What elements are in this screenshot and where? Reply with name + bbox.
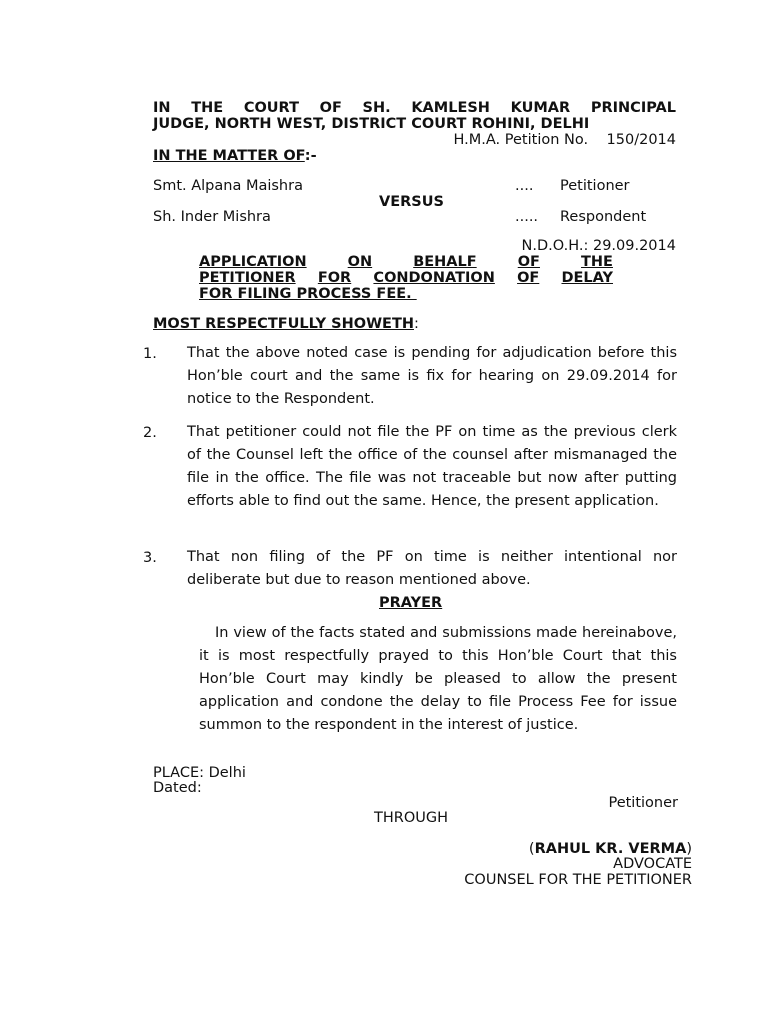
dated-line: Dated: bbox=[153, 780, 202, 796]
prayer-heading: PRAYER bbox=[379, 595, 443, 611]
matter-heading bbox=[153, 148, 317, 164]
court-heading-line2: JUDGE, NORTH WEST, DISTRICT COURT ROHINI, DELHI bbox=[153, 116, 590, 132]
advocate-title: ADVOCATE bbox=[613, 856, 692, 872]
showeth-heading-text: MOST RESPECTFULLY SHOWETH bbox=[153, 316, 414, 332]
through-label: THROUGH bbox=[374, 810, 449, 826]
title-word: APPLICATION bbox=[199, 254, 307, 270]
matter-heading-suffix: :- bbox=[304, 148, 317, 164]
petitioner-signature-label: Petitioner bbox=[608, 795, 678, 811]
heading-word: THE bbox=[191, 100, 224, 116]
paragraph-1: That the above noted case is pending for adjudication before this Hon’ble court and the same is fix for hearing on 29.09.2014 for notice to the Respondent. bbox=[187, 345, 677, 407]
respondent-name: Sh. Inder Mishra bbox=[153, 209, 271, 225]
application-title-line3: FOR FILING PROCESS FEE. bbox=[199, 286, 417, 302]
petitioner-dots: .... bbox=[515, 178, 534, 194]
heading-word: KUMAR bbox=[510, 100, 571, 116]
title-word: OF bbox=[517, 254, 540, 270]
application-title-line2 bbox=[199, 270, 613, 286]
heading-word: OF bbox=[319, 100, 342, 116]
advocate-paren-open: ( bbox=[528, 841, 535, 857]
petitioner-role: Petitioner bbox=[560, 178, 630, 194]
advocate-paren-close: ) bbox=[686, 841, 692, 857]
title-word: PETITIONER bbox=[199, 270, 296, 286]
title-word: FOR bbox=[317, 270, 352, 286]
paragraph-number: 3. bbox=[143, 550, 157, 566]
paragraph-2: That petitioner could not file the PF on time as the previous clerk of the Counsel left the office of the counsel after mismanaged the file in the office. The file was not traceable but now after putting efforts able to find out the same. Hence, the present application. bbox=[187, 424, 677, 509]
place-line: PLACE: Delhi bbox=[153, 765, 246, 781]
application-title-line1 bbox=[199, 254, 613, 270]
ndoh-date: N.D.O.H.: 29.09.2014 bbox=[521, 238, 676, 254]
heading-word: SH. bbox=[362, 100, 391, 116]
title-word: CONDONATION bbox=[373, 270, 495, 286]
matter-heading-text: IN THE MATTER OF bbox=[153, 148, 305, 164]
advocate-name-line bbox=[529, 841, 692, 857]
petition-label: H.M.A. Petition No. bbox=[453, 132, 589, 148]
respondent-dots: ..... bbox=[515, 209, 539, 225]
title-word: BEHALF bbox=[413, 254, 477, 270]
versus-label: VERSUS bbox=[379, 194, 444, 210]
court-heading-line1 bbox=[153, 100, 676, 116]
title-word: OF bbox=[517, 270, 540, 286]
paragraph-number: 2. bbox=[143, 425, 157, 441]
showeth-heading bbox=[153, 316, 419, 332]
heading-word: IN bbox=[153, 100, 171, 116]
paragraph-3: That non filing of the PF on time is neither intentional nor deliberate but due to reason mentioned above. bbox=[187, 549, 677, 588]
prayer-text: In view of the facts stated and submissions made hereinabove, it is most respectfully prayed to this Hon’ble Court that this Hon’ble Court may kindly be pleased to allow the present application and condone the delay to file Process Fee for issue summon to the respondent in the interest of justice. bbox=[199, 625, 677, 733]
petition-number-value: 150/2014 bbox=[606, 132, 676, 148]
heading-word: PRINCIPAL bbox=[590, 100, 676, 116]
advocate-name: RAHUL KR. VERMA bbox=[534, 841, 687, 857]
title-word: DELAY bbox=[561, 270, 613, 286]
heading-word: COURT bbox=[243, 100, 299, 116]
title-word: THE bbox=[581, 254, 613, 270]
title-word: ON bbox=[347, 254, 373, 270]
counsel-label: COUNSEL FOR THE PETITIONER bbox=[464, 872, 692, 888]
petition-number bbox=[454, 132, 676, 148]
respondent-role: Respondent bbox=[560, 209, 647, 225]
paragraph-number: 1. bbox=[143, 346, 157, 362]
heading-word: KAMLESH bbox=[411, 100, 490, 116]
showeth-suffix: : bbox=[414, 316, 419, 332]
petitioner-name: Smt. Alpana Maishra bbox=[153, 178, 303, 194]
